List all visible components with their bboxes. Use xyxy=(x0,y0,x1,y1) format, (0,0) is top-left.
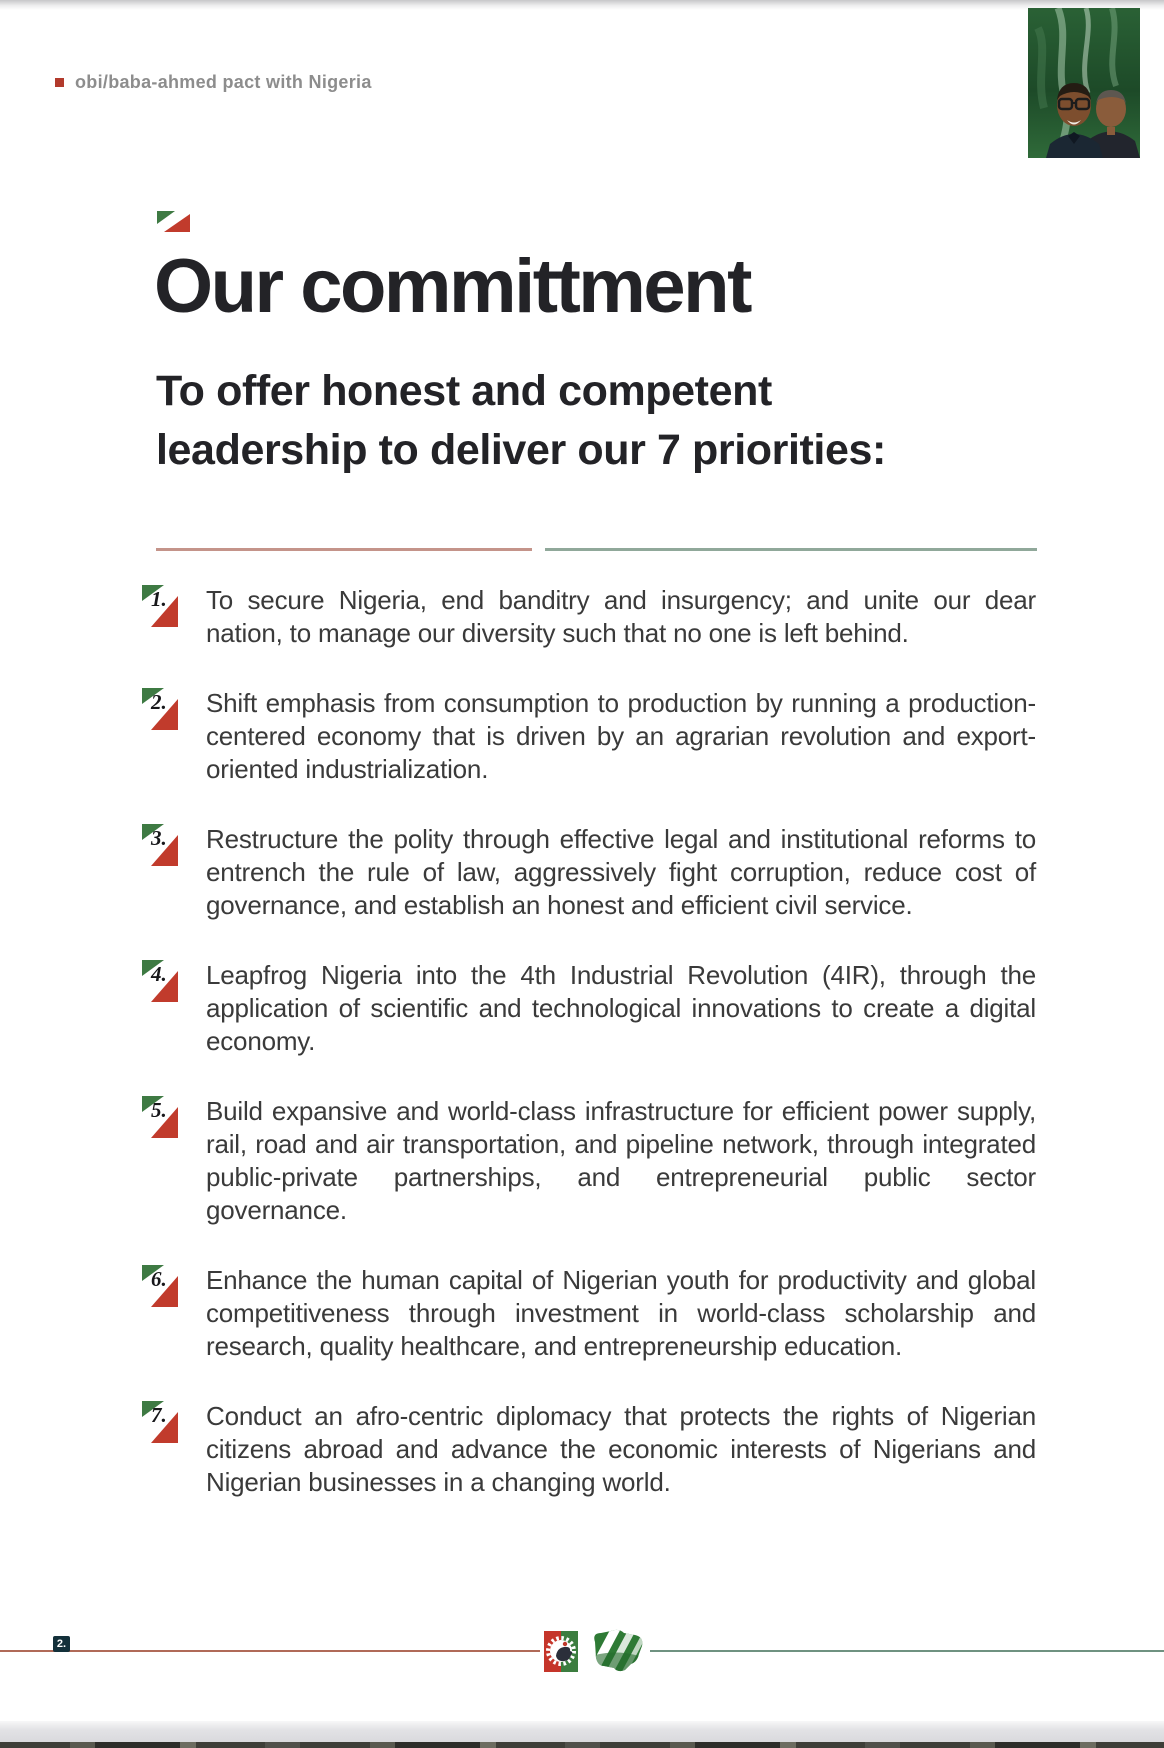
priority-item-5 xyxy=(140,1095,1036,1227)
priority-item-3 xyxy=(140,823,1036,922)
priority-number-flag-icon xyxy=(140,584,206,628)
priority-text: Leapfrog Nigeria into the 4th Industrial Revolution (4IR), through the application of scientific and technological innovations to create a digital economy. xyxy=(206,960,1036,1056)
priority-item-1 xyxy=(140,584,1036,650)
document-header xyxy=(55,72,372,93)
page-title: Our committment xyxy=(154,244,750,329)
nigeria-map-icon xyxy=(588,1627,648,1672)
priority-number-flag-icon xyxy=(140,823,206,867)
priority-item-2 xyxy=(140,687,1036,786)
priority-text: Build expansive and world-class infrastructure for efficient power supply, rail, road and air transportation, and pipeline network, through integrated public-private partnerships, and entrepreneurial public sector governance. xyxy=(206,1096,1036,1225)
divider-line-green xyxy=(545,548,1037,551)
priority-number: 7. xyxy=(151,1403,167,1427)
bottom-dark-strip xyxy=(0,1742,1164,1748)
footer-line-left xyxy=(0,1650,540,1652)
priority-number-flag-icon xyxy=(140,687,206,731)
priority-text: Conduct an afro-centric diplomacy that protects the rights of Nigerian citizens abroad and advance the economic interests of Nigerians and Nigerian businesses in a changing world. xyxy=(206,1401,1036,1497)
priority-text: Enhance the human capital of Nigerian youth for productivity and global competitiveness through investment in world-class scholarship and research, quality healthcare, and entrepreneurship education. xyxy=(206,1265,1036,1361)
priority-item-4 xyxy=(140,959,1036,1058)
priority-text: Restructure the polity through effective legal and institutional reforms to entrench the rule of law, aggressively fight corruption, reduce cost of governance, and establish an honest and efficient civil service. xyxy=(206,824,1036,920)
priority-text: Shift emphasis from consumption to production by running a production-centered economy that is driven by an agrarian revolution and export-oriented industrialization. xyxy=(206,688,1036,784)
subtitle-line-2: leadership to deliver our 7 priorities: xyxy=(156,426,886,474)
priority-text: To secure Nigeria, end banditry and insurgency; and unite our dear nation, to manage our diversity such that no one is left behind. xyxy=(206,585,1036,648)
obi-baba-ahmed-photo xyxy=(1028,8,1140,158)
party-flag-icon xyxy=(155,210,192,233)
priority-number: 2. xyxy=(151,690,167,714)
priority-number: 3. xyxy=(151,826,167,850)
header-title: obi/baba-ahmed pact with Nigeria xyxy=(75,72,372,92)
priority-number-flag-icon xyxy=(140,1264,206,1308)
priority-number: 5. xyxy=(151,1098,167,1122)
page-number-badge: 2. xyxy=(53,1636,70,1652)
priorities-list xyxy=(140,584,1036,1536)
bottom-gray-bar xyxy=(0,1720,1164,1743)
priority-item-6 xyxy=(140,1264,1036,1363)
page-top-edge xyxy=(0,0,1164,10)
priority-number: 6. xyxy=(151,1267,167,1291)
footer-line-right xyxy=(650,1650,1164,1652)
priority-item-7 xyxy=(140,1400,1036,1499)
priority-number: 1. xyxy=(151,587,167,611)
priority-number-flag-icon xyxy=(140,1095,206,1139)
priority-number-flag-icon xyxy=(140,1400,206,1444)
priority-number: 4. xyxy=(151,962,167,986)
red-square-bullet-icon xyxy=(55,78,64,87)
divider-line-red xyxy=(156,548,532,551)
labour-party-logo xyxy=(544,1631,578,1672)
priority-number-flag-icon xyxy=(140,959,206,1003)
subtitle-line-1: To offer honest and competent xyxy=(156,367,772,415)
page-subtitle xyxy=(156,362,1056,480)
